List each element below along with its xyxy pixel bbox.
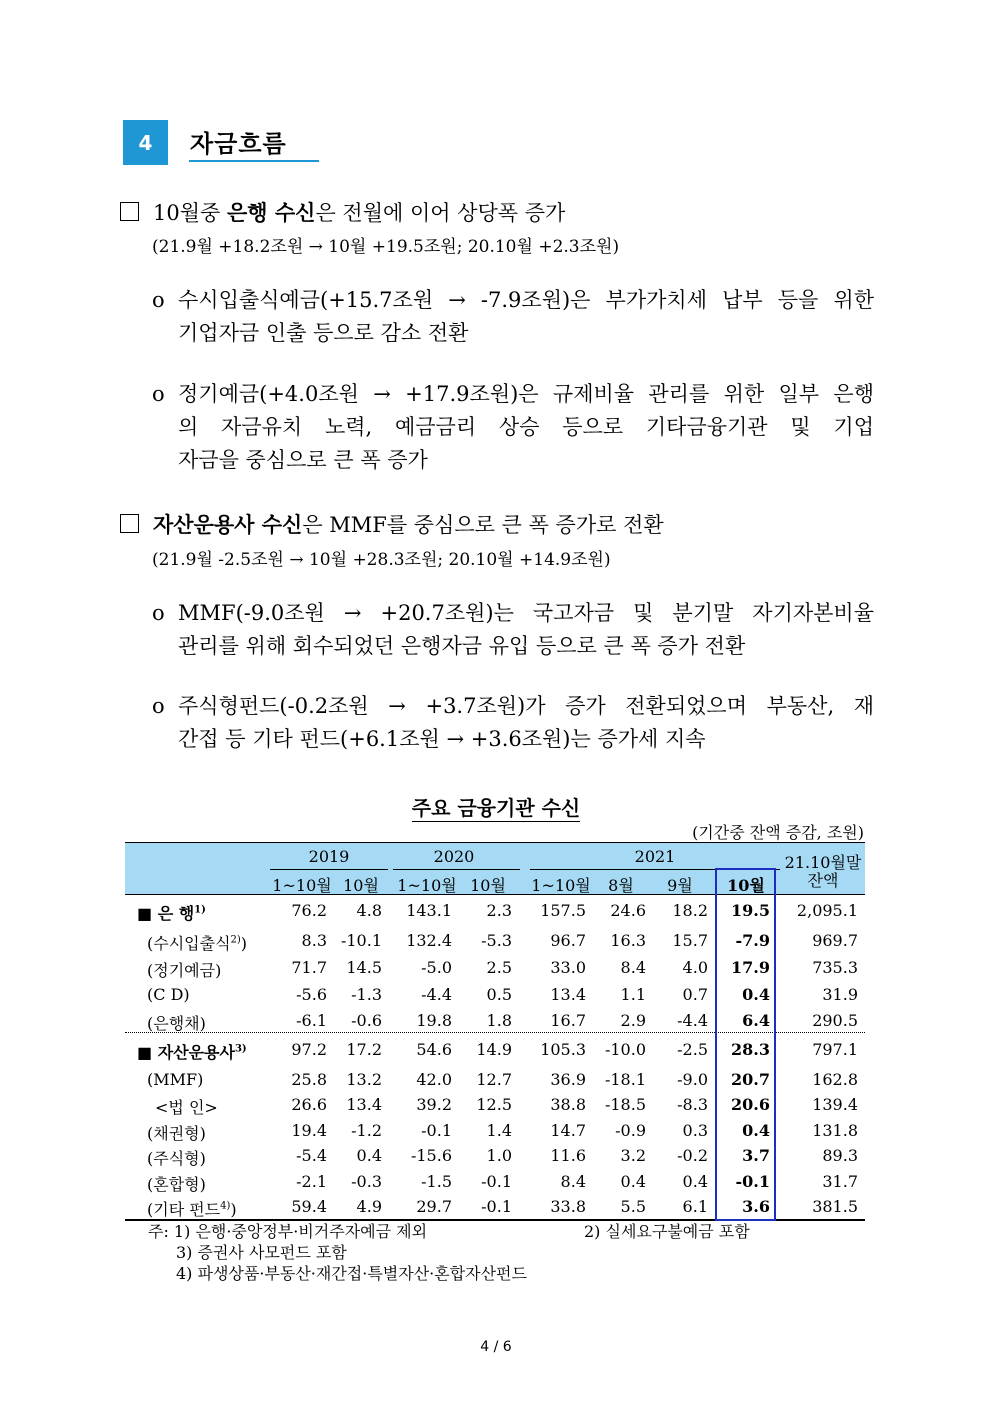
section-divider	[125, 1032, 865, 1033]
cell-balance: 162.8	[812, 1070, 858, 1089]
note-1: 주: 1) 은행·중앙정부·비거주자예금 제외	[148, 1222, 428, 1241]
year-header-2019: 2019	[308, 847, 350, 866]
cell-value: -5.6	[296, 985, 327, 1004]
table-row	[125, 1142, 865, 1168]
bullet-text: 관리를 위해 회수되었던 은행자금 유입 등으로 큰 폭 증가 전환	[178, 634, 746, 658]
cell-value: 2.9	[620, 1011, 646, 1030]
cell-value: 1.0	[486, 1146, 512, 1165]
row-label: (기타 펀드$^{4)}$)	[147, 1200, 237, 1219]
cell-value: 18.2	[672, 901, 708, 920]
table-row	[125, 981, 865, 1007]
year-underline	[393, 869, 520, 870]
cell-value: 4.8	[356, 901, 382, 920]
note-3: 3) 증권사 사모펀드 포함	[176, 1243, 347, 1262]
table-row	[125, 1007, 865, 1033]
cell-value: 105.3	[540, 1040, 586, 1059]
cell-value: -0.6	[351, 1011, 382, 1030]
cell-value: 13.4	[550, 985, 586, 1004]
year-underline	[530, 869, 780, 870]
cell-value: 33.8	[550, 1197, 586, 1216]
cell-current-month: -7.9	[735, 931, 770, 950]
table-title: 주요 금융기관 수신	[411, 796, 581, 820]
bullet-equity-funds	[152, 690, 874, 756]
section-header	[123, 120, 319, 165]
cell-value: 42.0	[416, 1070, 452, 1089]
row-label: (수시입출식$^{2)}$)	[147, 934, 248, 953]
cell-current-month: 0.4	[742, 1121, 770, 1140]
year-header-2021: 2021	[634, 847, 676, 866]
bullet-marker: o	[152, 288, 165, 312]
cell-value: -1.3	[351, 985, 382, 1004]
cell-value: -0.1	[481, 1172, 512, 1191]
cell-current-month: -0.1	[735, 1172, 770, 1191]
cell-current-month: 6.4	[742, 1011, 770, 1030]
cell-value: -8.3	[677, 1095, 708, 1114]
cell-value: 16.3	[610, 931, 646, 950]
row-label: ■ 은 행$^{1)}$	[137, 904, 206, 923]
checkbox-square-icon	[120, 202, 139, 221]
col-header: 8월	[608, 876, 634, 895]
cell-value: 13.2	[346, 1070, 382, 1089]
cell-current-month: 0.4	[742, 985, 770, 1004]
cell-value: 26.6	[291, 1095, 327, 1114]
table-row	[125, 954, 865, 980]
note-4: 4) 파생상품·부동산·재간접·특별자산·혼합자산펀드	[176, 1264, 527, 1283]
table-row	[125, 1091, 865, 1117]
cell-value: 71.7	[291, 958, 327, 977]
year-header-2020: 2020	[433, 847, 475, 866]
cell-value: 1.1	[620, 985, 646, 1004]
bullet-time-deposits	[152, 378, 874, 477]
cell-value: -18.1	[604, 1070, 646, 1089]
cell-value: 29.7	[416, 1197, 452, 1216]
bullet-marker: o	[152, 694, 165, 718]
col-header: 10월	[470, 876, 506, 895]
col-header: 10월	[343, 876, 379, 895]
table-header	[125, 842, 865, 895]
cell-value: 14.7	[550, 1121, 586, 1140]
cell-value: -0.2	[677, 1146, 708, 1165]
cell-value: 17.2	[346, 1040, 382, 1059]
cell-value: -0.1	[421, 1121, 452, 1140]
row-label: (정기예금)	[147, 961, 222, 980]
cell-value: 19.4	[291, 1121, 327, 1140]
cell-current-month: 3.7	[742, 1146, 770, 1165]
bullet-text: 기업자금 인출 등으로 감소 전환	[178, 321, 469, 345]
col-header: 1~10월	[531, 876, 591, 895]
section-number: 4	[123, 120, 168, 165]
cell-value: -10.0	[604, 1040, 646, 1059]
col-header: 9월	[667, 876, 693, 895]
summary-sub-figures: (21.9월 +18.2조원 → 10월 +19.5조원; 20.10월 +2.3조원)	[152, 237, 620, 257]
bullet-marker: o	[152, 601, 165, 625]
cell-value: 8.4	[620, 958, 646, 977]
cell-balance: 89.3	[822, 1146, 858, 1165]
cell-value: 96.7	[550, 931, 586, 950]
bullet-text: 간접 등 기타 펀드(+6.1조원 → +3.6조원)는 증가세 지속	[178, 727, 706, 751]
table-row	[125, 1168, 865, 1194]
cell-value: 39.2	[416, 1095, 452, 1114]
cell-current-month: 17.9	[731, 958, 770, 977]
cell-value: 97.2	[291, 1040, 327, 1059]
table-row	[125, 1193, 865, 1219]
cell-value: 19.8	[416, 1011, 452, 1030]
cell-value: 143.1	[406, 901, 452, 920]
cell-value: 14.9	[476, 1040, 512, 1059]
cell-value: 25.8	[291, 1070, 327, 1089]
table-row	[125, 1066, 865, 1092]
cell-value: 59.4	[291, 1197, 327, 1216]
summary-sub-figures: (21.9월 -2.5조원 → 10월 +28.3조원; 20.10월 +14.9조원)	[152, 550, 611, 570]
cell-value: 36.9	[550, 1070, 586, 1089]
cell-current-month: 20.7	[731, 1070, 770, 1089]
cell-balance: 139.4	[812, 1095, 858, 1114]
cell-value: -15.6	[410, 1146, 452, 1165]
row-label: <법 인>	[155, 1098, 218, 1117]
cell-value: -18.5	[604, 1095, 646, 1114]
page-number: 4 / 6	[480, 1339, 512, 1355]
cell-value: 12.7	[476, 1070, 512, 1089]
deposits-table	[125, 842, 865, 1220]
bullet-text: MMF(-9.0조원 → +20.7조원)는 국고자금 및 분기말 자기자본비율	[178, 601, 874, 625]
cell-balance: 797.1	[812, 1040, 858, 1059]
bullet-text: 수시입출식예금(+15.7조원 → -7.9조원)은 부가가치세 납부 등을 위한	[178, 288, 874, 312]
section-title: 자금흐름	[190, 130, 287, 158]
summary-text: 은 전월에 이어 상당폭 증가	[315, 201, 566, 225]
cell-balance: 31.7	[822, 1172, 858, 1191]
cell-value: 16.7	[550, 1011, 586, 1030]
cell-value: -0.9	[615, 1121, 646, 1140]
cell-value: 132.4	[406, 931, 452, 950]
cell-value: 8.4	[560, 1172, 586, 1191]
cell-value: -2.5	[677, 1040, 708, 1059]
cell-value: 33.0	[550, 958, 586, 977]
cell-balance: 290.5	[812, 1011, 858, 1030]
cell-value: -5.3	[481, 931, 512, 950]
bullet-text: 의 자금유치 노력, 예금금리 상승 등으로 기타금융기관 및 기업	[178, 415, 874, 439]
cell-value: 0.4	[356, 1146, 382, 1165]
cell-value: 3.2	[620, 1146, 646, 1165]
cell-value: -1.5	[421, 1172, 452, 1191]
checkbox-square-icon	[120, 514, 139, 533]
cell-value: 1.4	[486, 1121, 512, 1140]
cell-value: 4.9	[356, 1197, 382, 1216]
cell-balance: 735.3	[812, 958, 858, 977]
cell-balance: 969.7	[812, 931, 858, 950]
cell-balance: 131.8	[812, 1121, 858, 1140]
cell-value: -5.0	[421, 958, 452, 977]
cell-current-month: 3.6	[742, 1197, 770, 1216]
cell-value: 157.5	[540, 901, 586, 920]
row-label: (주식형)	[147, 1149, 206, 1168]
summary-asset-managers	[120, 508, 880, 542]
summary-keyword: 은행 수신	[226, 200, 316, 225]
cell-current-month: 20.6	[731, 1095, 770, 1114]
cell-value: -0.3	[351, 1172, 382, 1191]
balance-header: 잔액	[807, 871, 839, 890]
row-label: ■ 자산운용사$^{3)}$	[137, 1043, 247, 1062]
table-unit: (기간중 잔액 증감, 조원)	[692, 823, 864, 842]
cell-balance: 381.5	[812, 1197, 858, 1216]
table-row	[125, 1036, 865, 1062]
cell-value: 5.5	[620, 1197, 646, 1216]
summary-keyword: 자산운용사 수신	[153, 512, 303, 537]
cell-balance: 2,095.1	[796, 901, 858, 920]
cell-current-month: 28.3	[731, 1040, 770, 1059]
cell-current-month: 19.5	[731, 901, 770, 920]
cell-value: -0.1	[481, 1197, 512, 1216]
cell-value: 0.3	[682, 1121, 708, 1140]
col-header: 1~10월	[272, 876, 332, 895]
cell-value: 4.0	[682, 958, 708, 977]
cell-value: 12.5	[476, 1095, 512, 1114]
cell-value: -4.4	[677, 1011, 708, 1030]
bullet-demand-deposits	[152, 284, 874, 350]
table-bottom-rule	[125, 1219, 865, 1221]
cell-value: 76.2	[291, 901, 327, 920]
cell-value: 8.3	[301, 931, 327, 950]
section-title-underline	[189, 160, 319, 162]
cell-value: -6.1	[296, 1011, 327, 1030]
note-2: 2) 실세요구불예금 포함	[584, 1222, 750, 1241]
bullet-text: 주식형펀드(-0.2조원 → +3.7조원)가 증가 전환되었으며 부동산, 재	[178, 694, 874, 718]
cell-value: 0.7	[682, 985, 708, 1004]
cell-balance: 31.9	[822, 985, 858, 1004]
summary-bank-deposits	[120, 196, 880, 230]
col-header-highlight: 10월	[727, 876, 765, 895]
cell-value: -4.4	[421, 985, 452, 1004]
bullet-text: 정기예금(+4.0조원 → +17.9조원)은 규제비율 관리를 위한 일부 은행	[178, 382, 874, 406]
year-underline	[270, 869, 388, 870]
col-header: 1~10월	[397, 876, 457, 895]
cell-value: -9.0	[677, 1070, 708, 1089]
cell-value: 0.5	[486, 985, 512, 1004]
cell-value: 13.4	[346, 1095, 382, 1114]
cell-value: 1.8	[486, 1011, 512, 1030]
cell-value: 11.6	[550, 1146, 586, 1165]
summary-text: 은 MMF를 중심으로 큰 폭 증가로 전환	[302, 513, 664, 537]
row-label: (채권형)	[147, 1124, 206, 1143]
summary-text: 10월중	[153, 201, 227, 225]
cell-value: -2.1	[296, 1172, 327, 1191]
cell-value: 2.3	[486, 901, 512, 920]
bullet-mmf	[152, 597, 874, 663]
cell-value: 0.4	[620, 1172, 646, 1191]
row-label: (C D)	[147, 985, 190, 1004]
cell-value: 24.6	[610, 901, 646, 920]
cell-value: 14.5	[346, 958, 382, 977]
cell-value: -5.4	[296, 1146, 327, 1165]
cell-value: -1.2	[351, 1121, 382, 1140]
cell-value: 15.7	[672, 931, 708, 950]
balance-header: 21.10월말	[784, 853, 862, 872]
cell-value: 6.1	[682, 1197, 708, 1216]
cell-value: -10.1	[340, 931, 382, 950]
table-row	[125, 1117, 865, 1143]
cell-value: 38.8	[550, 1095, 586, 1114]
table-row	[125, 927, 865, 953]
row-label: (은행채)	[147, 1014, 206, 1033]
table-row	[125, 897, 865, 923]
cell-value: 54.6	[416, 1040, 452, 1059]
row-label: (MMF)	[147, 1070, 204, 1089]
bullet-text: 자금을 중심으로 큰 폭 증가	[178, 448, 428, 472]
cell-value: 0.4	[682, 1172, 708, 1191]
row-label: (혼합형)	[147, 1175, 206, 1194]
cell-value: 2.5	[486, 958, 512, 977]
bullet-marker: o	[152, 382, 165, 406]
